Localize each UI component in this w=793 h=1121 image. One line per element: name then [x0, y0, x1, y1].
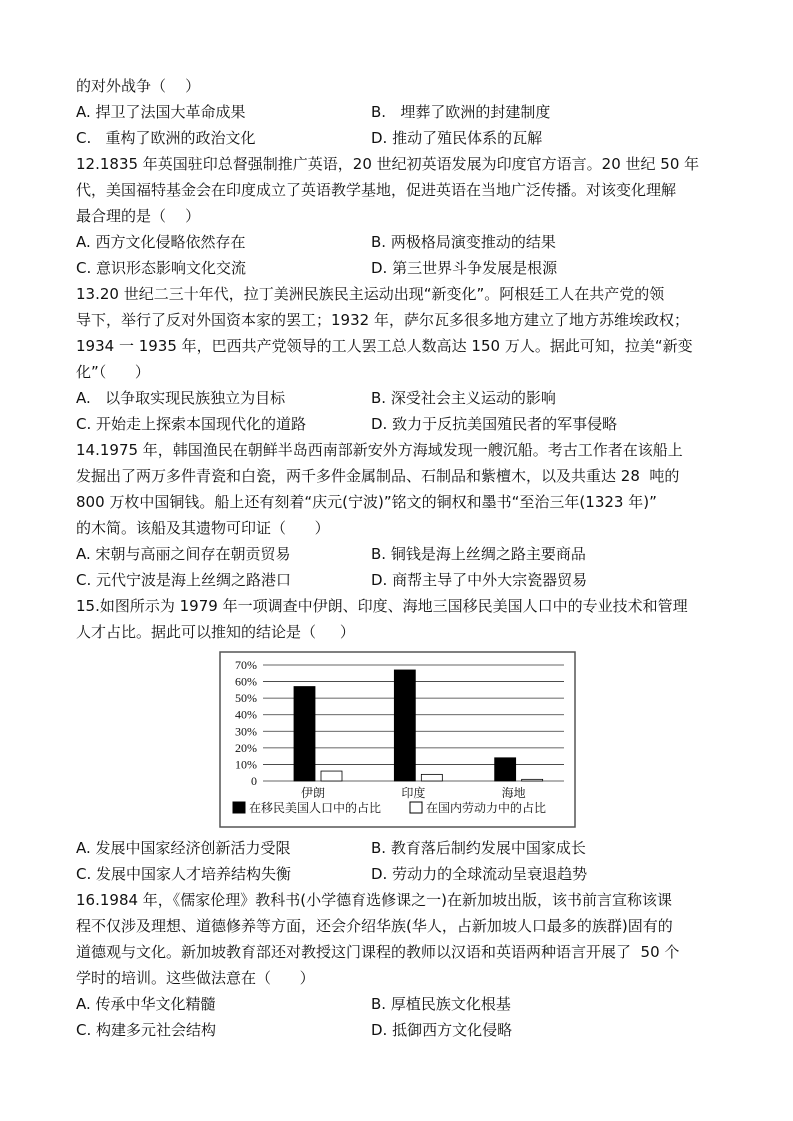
bar-domestic-share — [321, 771, 342, 781]
bar-immigrant-share — [394, 670, 415, 781]
q13-option-a[interactable]: A. 以争取实现民族独立为目标 — [76, 389, 286, 407]
q13-stem-line3: 1934 一 1935 年，巴西共产党领导的工人罢工总人数高达 150 万人。据此可知，拉美“新变 — [76, 337, 693, 355]
q14-option-c[interactable]: C. 元代宁波是海上丝绸之路港口 — [76, 571, 292, 589]
q11-option-b[interactable]: B. 埋葬了欧洲的封建制度 — [371, 103, 551, 121]
q11-option-c[interactable]: C. 重构了欧洲的政治文化 — [76, 129, 256, 147]
bar-immigrant-share — [495, 758, 516, 781]
q15-stem-line1: 15.如图所示为 1979 年一项调查中伊朗、印度、海地三国移民美国人口中的专业技术和管理 — [76, 597, 688, 615]
x-category-label: 伊朗 — [300, 786, 326, 800]
q14-option-a[interactable]: A. 宋朝与高丽之间存在朝贡贸易 — [76, 545, 291, 563]
q12-option-d[interactable]: D. 第三世界斗争发展是根源 — [371, 259, 558, 277]
bar-immigrant-share — [294, 687, 315, 781]
q13-stem-line4: 化”（ ） — [76, 363, 150, 381]
q11-option-a[interactable]: A. 捍卫了法国大革命成果 — [76, 103, 246, 121]
bar-domestic-share — [421, 774, 442, 781]
q15-option-c[interactable]: C. 发展中国家人才培养结构失衡 — [76, 865, 292, 883]
q14-stem-line4: 的木简。该船及其遗物可印证（ ） — [76, 519, 330, 537]
q14-option-d[interactable]: D. 商帮主导了中外大宗瓷器贸易 — [371, 571, 588, 589]
x-category-label: 海地 — [501, 786, 526, 800]
q14-stem-line1: 14.1975 年，韩国渔民在朝鲜半岛西南部新安外方海域发现一艘沉船。考古工作者在该船上 — [76, 441, 683, 459]
q16-option-c[interactable]: C. 构建多元社会结构 — [76, 1021, 217, 1039]
q12-option-a[interactable]: A. 西方文化侵略依然存在 — [76, 233, 246, 251]
x-category-label: 印度 — [401, 786, 426, 800]
legend-swatch-immigrant — [233, 802, 245, 813]
q13-option-c[interactable]: C. 开始走上探索本国现代化的道路 — [76, 415, 307, 433]
q14-stem-line3: 800 万枚中国铜钱。船上还有刻着“庆元(宁波)”铭文的铜权和墨书“至治三年(1323 年)” — [76, 493, 657, 511]
q16-stem-line3: 道德观与文化。新加坡教育部还对教授这门课程的教师以汉语和英语两种语言开展了 50 个 — [76, 943, 680, 961]
bar-domestic-share — [522, 779, 543, 781]
q13-stem-line2: 导下，举行了反对外国资本家的罢工；1932 年，萨尔瓦多很多地方建立了地方苏维埃政权； — [76, 311, 689, 329]
q12-stem-line3: 最合理的是（ ） — [76, 207, 201, 225]
q11-stem-tail: 的对外战争（ ） — [76, 77, 201, 95]
q14-stem-line2: 发掘出了两万多件青瓷和白瓷，两千多件金属制品、石制品和紫檀木，以及共重达 28 吨的 — [76, 467, 680, 485]
q12-option-c[interactable]: C. 意识形态影响文化交流 — [76, 259, 247, 277]
y-tick-label: 20% — [235, 740, 257, 755]
q13-stem-line1: 13.20 世纪二三十年代，拉丁美洲民族民主运动出现“新变化”。阿根廷工人在共产党的领 — [76, 285, 665, 303]
q12-stem-line1: 12.1835 年英国驻印总督强制推广英语，20 世纪初英语发展为印度官方语言。20 世纪 50 年 — [76, 155, 700, 173]
q13-option-b[interactable]: B. 深受社会主义运动的影响 — [371, 389, 556, 407]
y-tick-label: 10% — [235, 757, 257, 772]
q11-option-d[interactable]: D. 推动了殖民体系的瓦解 — [371, 129, 543, 147]
legend-label-domestic: 在国内劳动力中的占比 — [426, 801, 547, 815]
y-tick-label: 50% — [235, 691, 257, 706]
chart-svg — [219, 651, 576, 828]
q15-bar-chart — [219, 651, 576, 828]
y-tick-label: 0 — [251, 774, 257, 788]
q14-option-b[interactable]: B. 铜钱是海上丝绸之路主要商品 — [371, 545, 586, 563]
q15-option-d[interactable]: D. 劳动力的全球流动呈衰退趋势 — [371, 865, 588, 883]
q15-stem-line2: 人才占比。据此可以推知的结论是（ ） — [76, 623, 355, 641]
q16-stem-line1: 16.1984 年，《儒家伦理》教科书(小学德育选修课之一)在新加坡出版，该书前言宣称该课 — [76, 891, 673, 909]
q12-stem-line2: 代，美国福特基金会在印度成立了英语教学基地，促进英语在当地广泛传播。对该变化理解 — [76, 181, 677, 199]
q12-option-b[interactable]: B. 两极格局演变推动的结果 — [371, 233, 556, 251]
q13-option-d[interactable]: D. 致力于反抗美国殖民者的军事侵略 — [371, 415, 618, 433]
q16-option-b[interactable]: B. 厚植民族文化根基 — [371, 995, 511, 1013]
legend-swatch-domestic — [410, 802, 422, 813]
q16-stem-line4: 学时的培训。这些做法意在（ ） — [76, 969, 315, 987]
q15-option-a[interactable]: A. 发展中国家经济创新活力受限 — [76, 839, 291, 857]
y-tick-label: 60% — [235, 674, 257, 689]
q15-option-b[interactable]: B. 教育落后制约发展中国家成长 — [371, 839, 586, 857]
y-tick-label: 40% — [235, 707, 257, 722]
legend-label-immigrant: 在移民美国人口中的占比 — [249, 801, 382, 815]
q16-stem-line2: 程不仅涉及理想、道德修养等方面，还会介绍华族(华人，占新加坡人口最多的族群)固有的 — [76, 917, 673, 935]
q16-option-a[interactable]: A. 传承中华文化精髓 — [76, 995, 216, 1013]
q16-option-d[interactable]: D. 抵御西方文化侵略 — [371, 1021, 513, 1039]
y-tick-label: 30% — [235, 724, 257, 739]
y-tick-label: 70% — [235, 658, 257, 672]
